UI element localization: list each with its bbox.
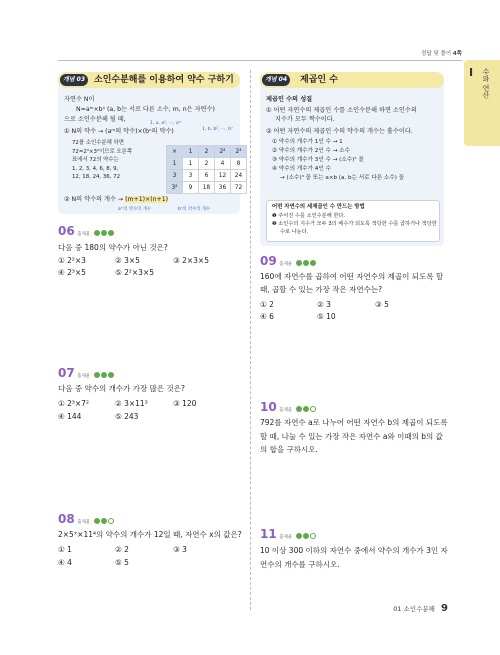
concept-title: 제곱인 수 xyxy=(300,75,338,85)
table-cell: 8 xyxy=(231,158,247,170)
answer-option[interactable]: ④ 6 xyxy=(260,312,274,321)
table-cell: 12 xyxy=(215,170,231,182)
question-06-header xyxy=(58,224,114,238)
item-formula: (m+1)×(n+1) xyxy=(125,196,169,203)
answer-option[interactable]: ③ 2×3×5 xyxy=(173,256,209,265)
table-cell: 9 xyxy=(183,182,199,194)
question-number: 06 xyxy=(58,224,75,238)
question-line: 10 이상 300 이하의 자연수 중에서 약수의 개수가 3인 자 xyxy=(260,546,448,555)
chapter-number: I xyxy=(469,66,474,79)
concept-line: ② 어떤 자연수의 제곱인 수의 약수의 개수는 홀수이다. xyxy=(266,128,413,135)
difficulty-dots xyxy=(93,516,114,525)
question-number: 11 xyxy=(260,527,277,541)
difficulty-dots xyxy=(295,404,316,413)
table-cell: 2 xyxy=(199,146,215,158)
question-line: 의 합을 구하시오. xyxy=(260,445,318,454)
concept-formula: N=aᵐ×bⁿ (a, b는 서로 다른 소수, m, n은 자연수) xyxy=(76,106,215,113)
footer-section: 01 소인수분해 xyxy=(393,605,435,613)
question-09-header xyxy=(260,254,316,268)
annotation: 1, a, a², ···, aᵐ xyxy=(150,121,182,126)
answer-option[interactable]: ④ 2³×5 xyxy=(58,268,86,277)
concept-line: 자연수 N이 xyxy=(64,96,95,103)
answer-option[interactable]: ① 1 xyxy=(58,545,72,554)
table-cell: 1 xyxy=(183,146,199,158)
chapter-tab xyxy=(464,60,500,146)
concept-subtitle: 제곱인 수의 성질 xyxy=(266,96,313,103)
answer-option[interactable]: ③ 120 xyxy=(173,399,197,408)
tip-line: 수로 나눈다. xyxy=(280,229,309,235)
concept-badge: 개념 04 xyxy=(262,74,290,86)
question-07-header xyxy=(58,366,114,380)
answer-option[interactable]: ② 3 xyxy=(317,300,331,309)
question-10-header xyxy=(260,400,316,414)
table-cell: 72 xyxy=(231,182,247,194)
example-line: 72를 소인수분해 하면 xyxy=(72,140,124,146)
answer-option[interactable]: ⑤ 2²×3×5 xyxy=(115,268,154,277)
table-cell: 1 xyxy=(183,158,199,170)
divisor-table xyxy=(166,145,247,194)
concept-line: 으로 소인수분해 될 때, xyxy=(64,116,126,123)
difficulty-dots xyxy=(93,370,114,379)
table-cell: 6 xyxy=(199,170,215,182)
answer-option[interactable]: ① 2²×3 xyxy=(58,256,86,265)
page-footer xyxy=(393,603,448,614)
question-number: 08 xyxy=(58,512,75,526)
concept-title: 소인수분해를 이용하여 약수 구하기 xyxy=(94,75,234,85)
table-cell: 24 xyxy=(231,170,247,182)
table-cell: 2 xyxy=(199,158,215,170)
example-line: 12, 18, 24, 36, 72 xyxy=(72,174,121,180)
question-text: 2×5ˣ×11⁴의 약수의 개수가 12일 때, 자연수 x의 값은? xyxy=(58,530,242,539)
difficulty-label: 출제율 xyxy=(77,520,91,525)
difficulty-dots xyxy=(295,531,316,540)
difficulty-dots xyxy=(295,258,316,267)
example-line: ③ 약수의 개수가 3인 수 → (소수)² 꼴 xyxy=(272,157,364,163)
question-08-header xyxy=(58,512,114,526)
example-line: 표에서 72의 약수는 xyxy=(72,157,119,163)
example-line: → (소수)³ 꼴 또는 a×b (a, b는 서로 다른 소수) 꼴 xyxy=(280,175,405,181)
tip-line: ❶ 주어진 수를 소인수분해 한다. xyxy=(272,213,346,219)
annotation: aᵐ의 약수의 개수 xyxy=(118,207,151,212)
concept-item-2 xyxy=(64,195,168,204)
question-number: 09 xyxy=(260,254,277,268)
concept-04-header xyxy=(260,72,444,88)
answer-option[interactable]: ② 2 xyxy=(115,545,129,554)
concept-line: ① 어떤 자연수의 제곱인 수를 소인수분해 하면 소인수의 xyxy=(266,107,417,114)
question-line: 할 때, 나눌 수 있는 가장 작은 자연수 a와 이때의 b의 값 xyxy=(260,431,443,441)
difficulty-label: 출제율 xyxy=(77,232,91,237)
tip-title: 어떤 자연수의 세제곱인 수 만드는 방법 xyxy=(272,204,365,210)
column-divider xyxy=(250,70,251,610)
concept-03-header xyxy=(58,72,240,88)
question-text xyxy=(260,544,448,571)
breadcrumb-page: 4쪽 xyxy=(452,51,462,57)
example-line: ② 약수의 개수가 2인 수 → 소수 xyxy=(272,148,350,154)
table-cell: 36 xyxy=(215,182,231,194)
question-line: 160에 자연수를 곱하여 어떤 자연수의 제곱이 되도록 할 xyxy=(260,272,444,281)
answer-option[interactable]: ① 2³×7² xyxy=(58,399,89,408)
breadcrumb xyxy=(421,49,462,57)
question-text: 다음 중 약수의 개수가 가장 많은 것은? xyxy=(58,384,185,393)
breadcrumb-prefix: 정답 및 풀이 xyxy=(421,51,452,57)
tip-line: ❷ 소인수의 지수가 모두 3의 배수가 되도록 적당한 수를 곱하거나 적당한 xyxy=(272,221,437,227)
answer-option[interactable]: ③ 5 xyxy=(375,300,389,309)
tip-text xyxy=(272,212,437,236)
answer-option[interactable]: ④ 4 xyxy=(58,558,72,567)
answer-option[interactable]: ⑤ 243 xyxy=(115,412,139,421)
concept-line: 지수가 모두 짝수이다. xyxy=(275,116,335,123)
difficulty-label: 출제율 xyxy=(279,262,293,267)
difficulty-label: 출제율 xyxy=(77,374,91,379)
question-text xyxy=(260,416,448,457)
question-line: 때, 곱할 수 있는 가장 작은 자연수는? xyxy=(260,285,383,294)
table-cell: 2³ xyxy=(231,146,247,158)
question-text: 다음 중 180의 약수가 아닌 것은? xyxy=(58,243,168,252)
chapter-label: 수와 연산 xyxy=(482,68,490,99)
answer-option[interactable]: ② 3×5 xyxy=(115,256,140,265)
concept-item: ① N의 약수 → (aᵐ의 약수)×(bⁿ의 약수) xyxy=(64,128,174,135)
example-line: 72=2³×3²이므로 오른쪽 xyxy=(72,148,133,155)
question-11-header xyxy=(260,527,316,541)
concept-badge: 개념 03 xyxy=(60,74,88,86)
example-block xyxy=(72,139,132,182)
question-line: 792를 자연수 a로 나누어 어떤 자연수 b의 제곱이 되도록 xyxy=(260,418,448,427)
answer-option[interactable]: ④ 144 xyxy=(58,412,82,421)
answer-option[interactable]: ⑤ 10 xyxy=(317,312,336,321)
table-cell: 3² xyxy=(167,182,183,194)
question-line: 연수의 개수를 구하시오. xyxy=(260,559,340,569)
table-cell: × xyxy=(167,146,183,158)
table-cell: 2² xyxy=(215,146,231,158)
example-block xyxy=(272,138,404,183)
answer-option[interactable]: ② 3×11³ xyxy=(115,399,148,408)
table-cell: 18 xyxy=(199,182,215,194)
answer-option[interactable]: ③ 3 xyxy=(173,545,187,554)
question-text xyxy=(260,270,443,296)
example-line: 1, 2, 3, 4, 6, 8, 9, xyxy=(72,165,119,172)
top-rule xyxy=(58,60,462,61)
example-line: ① 약수의 개수가 1인 수 → 1 xyxy=(272,139,343,145)
table-cell: 1 xyxy=(167,158,183,170)
question-number: 10 xyxy=(260,400,277,414)
answer-option[interactable]: ① 2 xyxy=(260,300,274,309)
annotation: 1, b, b², ···, bⁿ xyxy=(202,127,233,132)
answer-option[interactable]: ⑤ 5 xyxy=(115,558,129,567)
table-cell: 3 xyxy=(183,170,199,182)
annotation: bⁿ의 약수의 개수 xyxy=(178,207,211,212)
difficulty-dots xyxy=(93,228,114,237)
difficulty-label: 출제율 xyxy=(279,535,293,540)
item-prefix: ② N의 약수의 개수 → xyxy=(64,196,124,203)
page-number: 9 xyxy=(441,603,448,614)
difficulty-label: 출제율 xyxy=(279,408,293,413)
question-number: 07 xyxy=(58,366,75,380)
example-line: ④ 약수의 개수가 4인 수 xyxy=(272,166,331,172)
table-cell: 4 xyxy=(215,158,231,170)
table-cell: 3 xyxy=(167,170,183,182)
